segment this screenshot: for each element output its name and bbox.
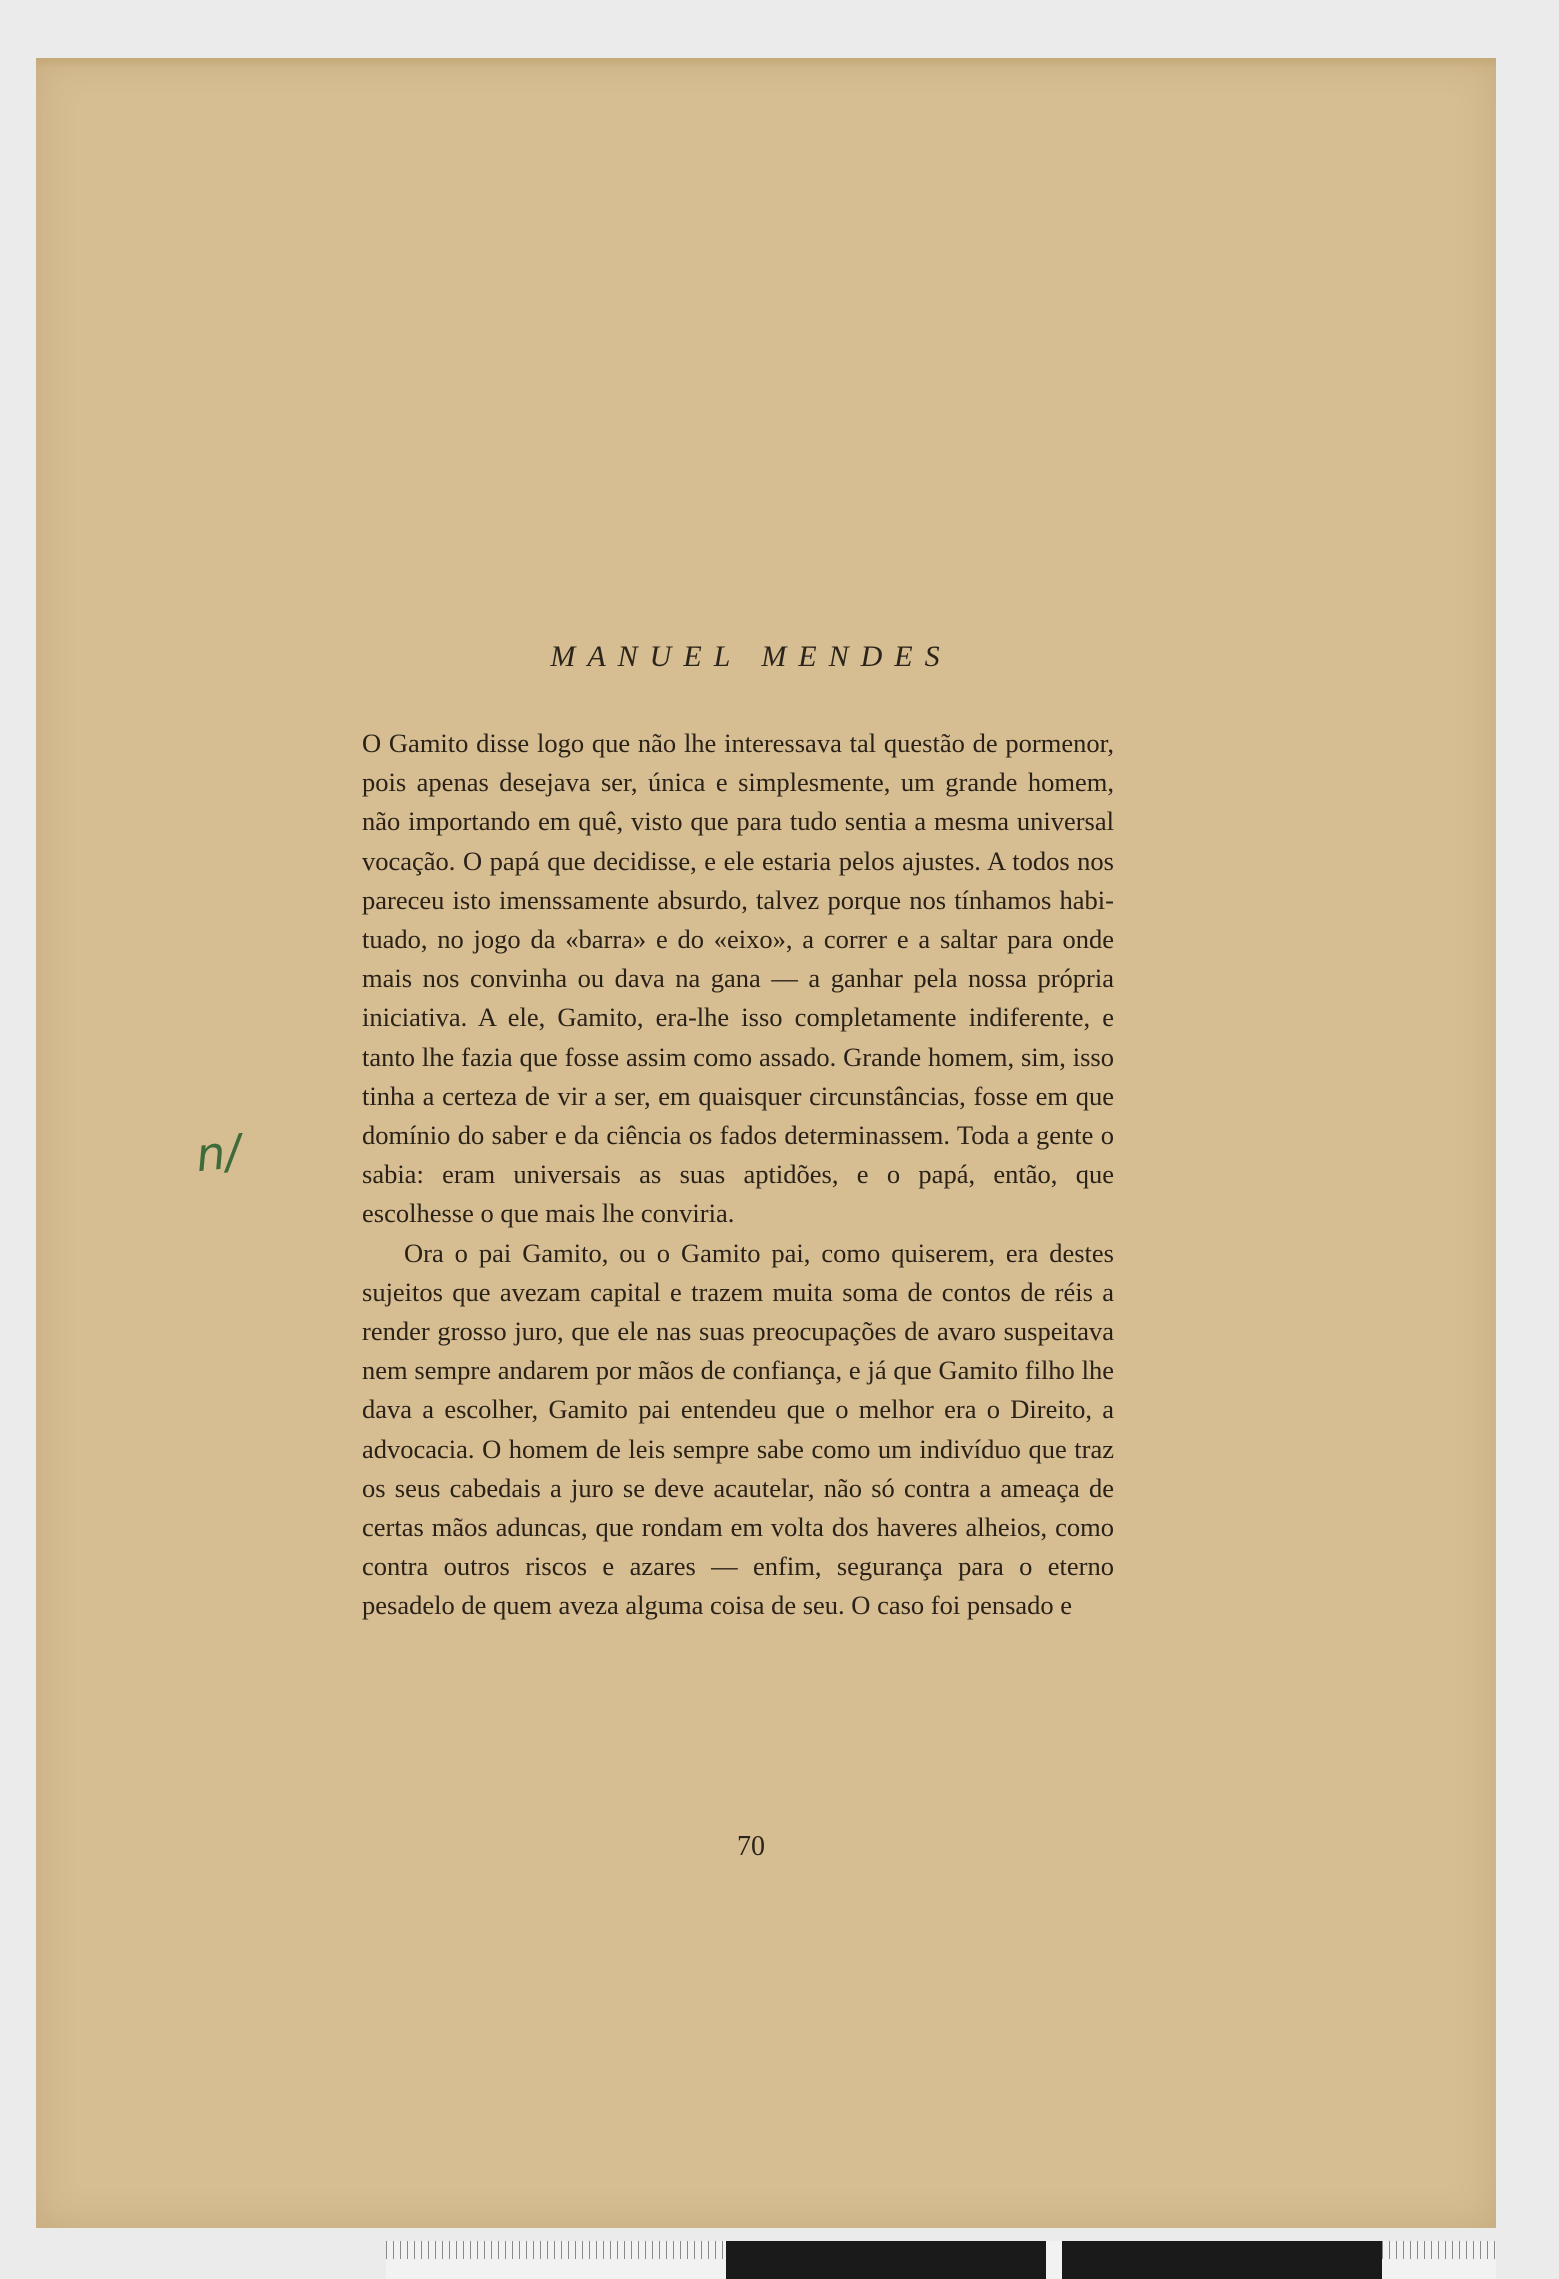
- ruler-gap: [1046, 2241, 1062, 2279]
- ruler-ticks-right: [1382, 2241, 1496, 2279]
- page-number: 70: [737, 1831, 765, 1862]
- paragraph-1: O Gamito disse logo que não lhe interessava tal questão de pormenor, pois apenas desejava ser, única e simplesmente, um grande homem, não importando em quê, visto que para tudo sentia a mesma universal vocação. O papá que decidisse, e ele estaria pelos ajustes. A todos nos pareceu isto imenssamente absurdo, talvez porque nos tínhamos habituado, no jogo da «barra» e do «eixo», a correr e a saltar para onde mais nos convinha ou dava na gana — a ganhar pela nossa própria iniciativa. A ele, Gamito, era-lhe isso completamente indiferente, e tanto lhe fazia que fosse assim como assado. Grande homem, sim, isso tinha a certeza de vir a ser, em quaisquer circunstâncias, fosse em que domínio do saber e da ciência os fados determinassem. Toda a gente o sabia: eram universais as suas aptidões, e o papá, então, que escolhesse o que mais lhe conviria.: [362, 728, 1114, 1229]
- handwritten-margin-note: n/: [193, 1123, 244, 1183]
- ruler-black-bar-2: [1062, 2241, 1382, 2279]
- ruler-ticks-left: [386, 2241, 726, 2279]
- running-head: MANUEL MENDES: [550, 640, 952, 673]
- book-page: [36, 58, 1496, 2228]
- scale-ruler: [386, 2241, 1496, 2279]
- body-text: [362, 724, 1114, 1626]
- ruler-black-bar: [726, 2241, 1046, 2279]
- paragraph-2: Ora o pai Gamito, ou o Gamito pai, como quiserem, era destes sujeitos que avezam capital e trazem muita soma de contos de réis a render grosso juro, que ele nas suas preocupações de avaro suspeitava nem sempre andarem por mãos de confiança, e já que Gamito filho lhe dava a escolher, Gamito pai entendeu que o melhor era o Direito, a advocacia. O homem de leis sempre sabe como um indivíduo que traz os seus cabedais a juro se deve acautelar, não só contra a ameaça de certas mãos aduncas, que rondam em volta dos haveres alheios, como contra outros riscos e azares — enfim, segurança para o eterno pesadelo de quem aveza alguma coisa de seu. O caso foi pensado e: [362, 1237, 1114, 1621]
